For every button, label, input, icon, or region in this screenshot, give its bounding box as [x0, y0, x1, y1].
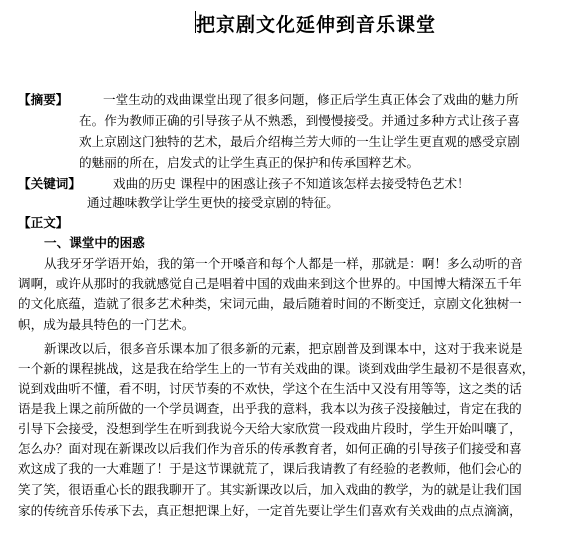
abstract-label: 【摘要】: [18, 92, 69, 107]
paragraph-2-line-7: 欢这成了我的一大难题了！于是这节课就荒了，课后我请教了有经验的老教师，他们会心的: [18, 461, 522, 476]
keywords-line-1: 戏曲的历史 课程中的困惑让孩子不知道该怎样去接受特色艺术！: [113, 176, 470, 191]
paragraph-2-line-9: 家的传统音乐传承下去，真正想把课上好，一定首先要让学生们喜欢有关戏曲的点点滴滴，: [18, 503, 522, 518]
keywords-line-2: 通过趣味教学让学生更快的接受京剧的特征。: [87, 195, 339, 210]
paragraph-1-line-3: 的文化底蕴，造就了很多艺术种类，宋词元曲，最后随着时间的不断变迁，京剧文化独树一: [18, 296, 522, 311]
abstract-line-2: 在。作为教师正确的引导孩子从不熟悉，到慢慢接受。并通过多种方式让孩子喜: [79, 113, 520, 128]
paragraph-2-line-6: 怎么办？面对现在新课改以后我们作为音乐的传承教育者，如何正确的引导孩子们接受和喜: [18, 441, 522, 456]
paragraph-2-line-5: 引导下会接受，没想到学生在听到我说今天给大家欣赏一段戏曲片段时，学生开始叫嚷了，: [18, 421, 522, 436]
paragraph-2-line-8: 笑了笑，很语重心长的跟我聊开了。其实新课改以后，加入戏曲的教学，为的就是让我们国: [18, 482, 522, 497]
section-heading: 一、课堂中的困惑: [44, 235, 145, 250]
paragraph-1-line-2: 调啊，或许从那时的我就感觉自己是唱着中国的戏曲来到这个世界的。中国博大精深五千年: [18, 276, 522, 291]
paragraph-2-line-3: 说到戏曲听不懂，看不明，讨厌节奏的不欢快，学这个在生活中又没有用等等，这之类的话: [18, 381, 522, 396]
document-title: 把京剧文化延伸到音乐课堂: [196, 14, 437, 36]
abstract-line-1: 一堂生动的戏曲课堂出现了很多问题，修正后学生真正体会了戏曲的魅力所: [103, 92, 519, 107]
paragraph-2-line-4: 语是我上课之前所做的一个学员调查，出乎我的意料，我本以为孩子没接触过，肯定在我的: [18, 401, 522, 416]
abstract-line-3: 欢上京剧这门独特的艺术，最后介绍梅兰芳大师的一生让学生更直观的感受京剧: [79, 134, 520, 149]
abstract-line-4: 的魅丽的所在，启发式的让学生真正的保护和传承国粹艺术。: [79, 155, 420, 170]
body-label: 【正文】: [18, 215, 69, 230]
paragraph-2-line-2: 一个新的课程挑战，这是我在给学生上的一节有关戏曲的课。谈到戏曲学生最初不是很喜欢，: [18, 361, 535, 376]
paragraph-2-line-1: 新课改以后，很多音乐课本加了很多新的元素，把京剧普及到课本中，这对于我来说是: [44, 341, 523, 356]
paragraph-1-line-4: 帜，成为最具特色的一门艺术。: [18, 317, 195, 332]
keywords-label: 【关键词】: [18, 176, 81, 191]
paragraph-1-line-1: 从我牙牙学语开始，我的第一个开嗓音和每个人都是一样，那就是：啊！多么动听的音: [44, 256, 523, 271]
